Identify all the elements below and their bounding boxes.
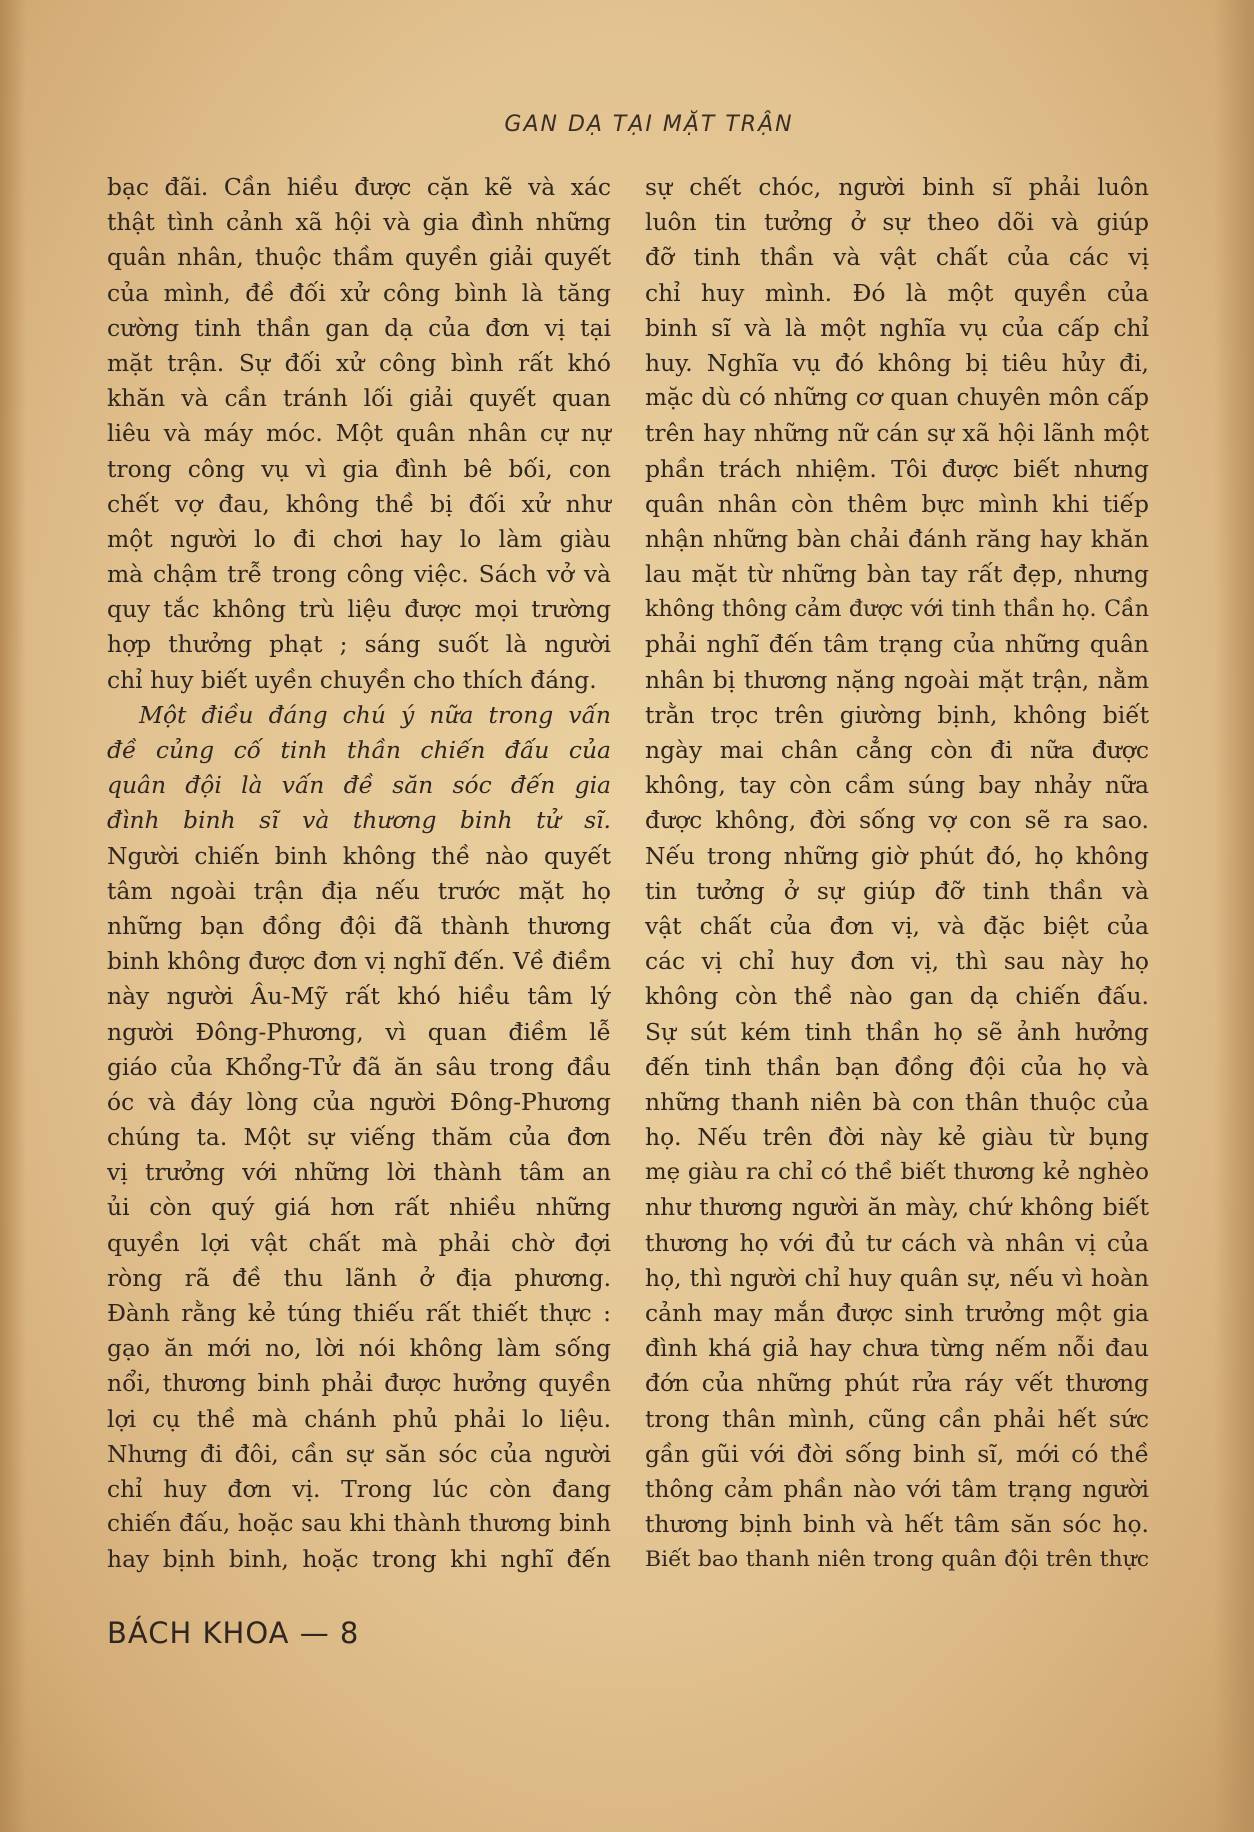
text-line: Nếu trong những giờ phút đó, họ không <box>645 841 1149 870</box>
right-column <box>645 170 1149 1578</box>
text-line: chết vợ đau, không thề bị đối xử như <box>107 489 611 518</box>
text-line: giáo của Khổng-Tử đã ăn sâu trong đầu <box>107 1052 611 1081</box>
text-line: chiến đấu, hoặc sau khi thành thương binh <box>107 1511 611 1538</box>
text-line: phải nghĩ đến tâm trạng của những quân <box>645 630 1149 659</box>
text-line: bạc đãi. Cần hiều được cặn kẽ và xác <box>107 173 611 201</box>
text-line: sự chết chóc, người binh sĩ phải luôn <box>645 173 1149 201</box>
page-edge-left <box>0 0 26 1832</box>
text-line: lợi cụ thề mà chánh phủ phải lo liệu. <box>107 1404 611 1433</box>
text-line: ngày mai chân cẳng còn đi nữa được <box>645 736 1149 764</box>
text-line: Người chiến binh không thề nào quyết <box>107 841 611 870</box>
text-line: Sự sút kém tinh thần họ sẽ ảnh hưởng <box>645 1017 1149 1046</box>
text-line: mặc dù có những cơ quan chuyên môn cấp <box>645 385 1149 412</box>
text-line: những thanh niên bà con thân thuộc của <box>645 1087 1149 1116</box>
text-line: ròng rã đề thu lãnh ở địa phương. <box>107 1263 611 1292</box>
text-line: mà chậm trễ trong công việc. Sách vở và <box>107 560 611 589</box>
text-line: quyền lợi vật chất mà phải chờ đợi <box>107 1228 611 1257</box>
page-footer <box>107 1616 359 1650</box>
text-line: khăn và cần tránh lối giải quyết quan <box>107 384 611 413</box>
text-line: thương họ với đủ tư cách và nhân vị của <box>645 1228 1149 1257</box>
text-line: chúng ta. Một sự viếng thăm của đơn <box>107 1123 611 1152</box>
text-line: quân đội là vấn đề săn sóc đến gia <box>107 771 611 800</box>
text-line: đình khá giả hay chưa từng nếm nỗi đau <box>645 1334 1149 1363</box>
text-line: gần gũi với đời sống binh sĩ, mới có thề <box>645 1439 1149 1468</box>
text-line: binh không được đơn vị nghĩ đến. Về điềm <box>107 947 611 976</box>
text-line: Một điều đáng chú ý nữa trong vấn <box>139 700 611 729</box>
text-line: chỉ huy biết uyền chuyền cho thích đáng. <box>107 665 597 694</box>
text-line: được không, đời sống vợ con sẽ ra sao. <box>645 806 1149 835</box>
text-line: đến tinh thần bạn đồng đội của họ và <box>645 1052 1149 1081</box>
text-line: cường tinh thần gan dạ của đơn vị tại <box>107 313 611 342</box>
page-number: 8 <box>339 1616 360 1650</box>
text-line: quân nhân còn thêm bực mình khi tiếp <box>645 489 1149 518</box>
text-line: thật tình cảnh xã hội và gia đình những <box>107 208 611 237</box>
text-line: nổi, thương binh phải được hưởng quyền <box>107 1369 611 1398</box>
text-line: tin tưởng ở sự giúp đỡ tinh thần và <box>645 876 1149 905</box>
text-line: đớn của những phút rửa ráy vết thương <box>645 1369 1149 1398</box>
text-line: một người lo đi chơi hay lo làm giàu <box>107 524 611 553</box>
text-line: trong thân mình, cũng cần phải hết sức <box>645 1404 1149 1433</box>
text-line: luôn tin tưởng ở sự theo dõi và giúp <box>645 208 1149 237</box>
text-line: mẹ giàu ra chỉ có thề biết thương kẻ nghèo <box>645 1159 1149 1186</box>
text-line: vị trưởng với những lời thành tâm an <box>107 1158 611 1187</box>
text-line: ủi còn quý giá hơn rất nhiều những <box>107 1193 611 1222</box>
text-line: này người Âu-Mỹ rất khó hiều tâm lý <box>107 982 611 1011</box>
text-line: vật chất của đơn vị, và đặc biệt của <box>645 911 1149 940</box>
text-line: hợp thưởng phạt ; sáng suốt là người <box>107 630 611 659</box>
text-line: quân nhân, thuộc thầm quyền giải quyết <box>107 243 611 272</box>
text-line: những bạn đồng đội đã thành thương <box>107 911 611 940</box>
text-line: đình binh sĩ và thương binh tử sĩ. <box>107 806 611 835</box>
text-line: không thông cảm được với tinh thần họ. Cần <box>645 596 1149 623</box>
text-line: của mình, đề đối xử công bình là tăng <box>107 278 611 307</box>
text-line: nhận những bàn chải đánh răng hay khăn <box>645 524 1149 553</box>
text-line: chỉ huy mình. Đó là một quyền của <box>645 278 1149 307</box>
magazine-name: BÁCH KHOA — <box>107 1616 330 1650</box>
text-line: như thương người ăn mày, chứ không biết <box>645 1193 1149 1222</box>
text-line: Đành rằng kẻ túng thiếu rất thiết thực : <box>107 1299 611 1327</box>
text-line: trong công vụ vì gia đình bê bối, con <box>107 454 611 483</box>
text-line: tâm ngoài trận địa nếu trước mặt họ <box>107 876 611 905</box>
text-line: họ. Nếu trên đời này kẻ giàu từ bụng <box>645 1123 1149 1152</box>
text-line: phần trách nhiệm. Tôi được biết nhưng <box>645 454 1149 483</box>
text-line: họ, thì người chỉ huy quân sự, nếu vì hoàn <box>645 1263 1149 1292</box>
text-line: thông cảm phần nào với tâm trạng người <box>645 1474 1149 1503</box>
text-line: óc và đáy lòng của người Đông-Phương <box>107 1087 611 1116</box>
running-head <box>0 112 1254 137</box>
text-line: binh sĩ và là một nghĩa vụ của cấp chỉ <box>645 313 1149 342</box>
text-line: gạo ăn mới no, lời nói không làm sống <box>107 1334 611 1363</box>
text-line: không còn thề nào gan dạ chiến đấu. <box>645 982 1149 1011</box>
text-line: thương bịnh binh và hết tâm săn sóc họ. <box>645 1510 1149 1539</box>
text-line: hay bịnh binh, hoặc trong khi nghĩ đến <box>107 1545 611 1574</box>
text-line: trên hay những nữ cán sự xã hội lãnh một <box>645 419 1149 448</box>
text-line: huy. Nghĩa vụ đó không bị tiêu hủy đi, <box>645 348 1149 377</box>
text-line: đề củng cố tinh thần chiến đấu của <box>107 736 611 764</box>
text-line: Nhưng đi đôi, cần sự săn sóc của người <box>107 1439 611 1468</box>
text-line: không, tay còn cầm súng bay nhảy nữa <box>645 771 1149 800</box>
text-line: các vị chỉ huy đơn vị, thì sau này họ <box>645 947 1149 976</box>
text-line: chỉ huy đơn vị. Trong lúc còn đang <box>107 1474 611 1503</box>
page-edge-right <box>1214 0 1254 1832</box>
text-line: đỡ tinh thần và vật chất của các vị <box>645 243 1149 272</box>
text-line: nhân bị thương nặng ngoài mặt trận, nằm <box>645 665 1149 694</box>
text-line: mặt trận. Sự đối xử công bình rất khó <box>107 348 611 377</box>
left-column <box>107 170 611 1578</box>
running-head-title: GAN DẠ TẠI MẶT TRẬN <box>504 112 794 137</box>
text-line: người Đông-Phương, vì quan điềm lễ <box>107 1017 611 1046</box>
text-line: lau mặt từ những bàn tay rất đẹp, nhưng <box>645 560 1149 589</box>
text-line: quy tắc không trù liệu được mọi trường <box>107 595 611 624</box>
text-line: trằn trọc trên giường bịnh, không biết <box>645 700 1149 729</box>
text-line: Biết bao thanh niên trong quân đội trên thực <box>645 1547 1149 1573</box>
text-line: cảnh may mắn được sinh trưởng một gia <box>645 1299 1149 1327</box>
text-line: liêu và máy móc. Một quân nhân cự nự <box>107 419 611 448</box>
